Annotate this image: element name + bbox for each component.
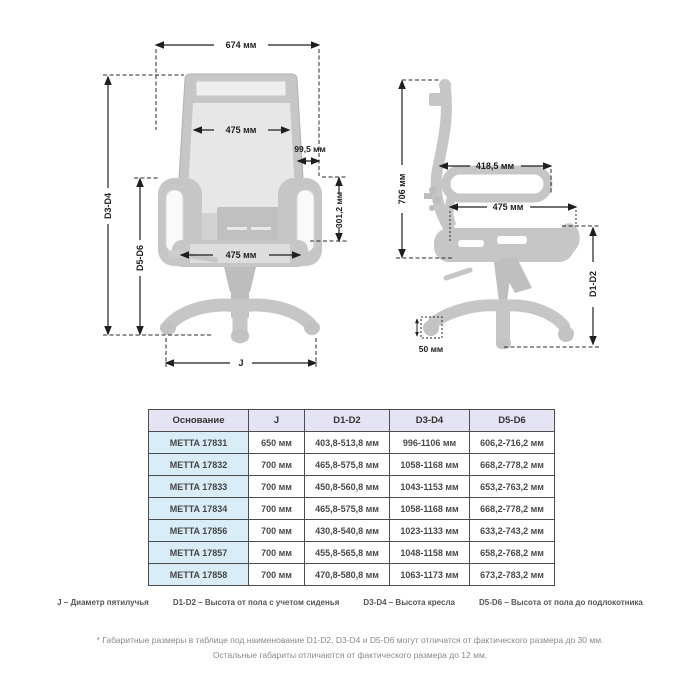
- value-cell: 658,2-768,2 мм: [470, 542, 555, 564]
- value-cell: 633,2-743,2 мм: [470, 520, 555, 542]
- value-cell: 700 мм: [249, 498, 305, 520]
- value-cell: 465,8-575,8 мм: [305, 454, 390, 476]
- value-cell: 653,2-763,2 мм: [470, 476, 555, 498]
- legend-item: D1-D2 – Высота от пола с учетом сиденья: [172, 598, 340, 607]
- table-row: [149, 564, 555, 586]
- dim-label-caster: 50 мм: [418, 344, 444, 354]
- value-cell: 1048-1158 мм: [390, 542, 470, 564]
- headrest-slot: [196, 81, 286, 96]
- value-cell: 1058-1168 мм: [390, 454, 470, 476]
- table-row: [149, 476, 555, 498]
- model-cell: METTA 17856: [149, 520, 249, 542]
- dim-label-seat-width: 475 мм: [225, 250, 257, 260]
- caster: [558, 326, 574, 342]
- value-cell: 1043-1153 мм: [390, 476, 470, 498]
- caster: [304, 321, 320, 335]
- model-cell: METTA 17831: [149, 432, 249, 454]
- value-cell: 700 мм: [249, 542, 305, 564]
- table-row: [149, 520, 555, 542]
- dim-label-674: 674 мм: [225, 40, 257, 50]
- dim-label-d5d6: D5-D6: [135, 244, 145, 272]
- legend-item: J – Диаметр пятилучья: [57, 598, 149, 607]
- value-cell: 700 мм: [249, 476, 305, 498]
- model-cell: METTA 17834: [149, 498, 249, 520]
- dim-label-seat-depth: 475 мм: [492, 202, 524, 212]
- value-cell: 450,8-560,8 мм: [305, 476, 390, 498]
- value-cell: 1023-1133 мм: [390, 520, 470, 542]
- legend-item: D5-D6 – Высота от пола до подлокотника: [478, 598, 643, 607]
- value-cell: 403,8-513,8 мм: [305, 432, 390, 454]
- footnote-line-1: * Габаритные размеры в таблице под наименование D1-D2, D3-D4 и D5-D6 могут отличатся от фактического размера до 30 мм.: [96, 635, 604, 645]
- value-cell: 1063-1173 мм: [390, 564, 470, 586]
- table-row: [149, 432, 555, 454]
- value-cell: 700 мм: [249, 520, 305, 542]
- value-cell: 700 мм: [249, 454, 305, 476]
- model-cell: METTA 17833: [149, 476, 249, 498]
- model-cell: METTA 17858: [149, 564, 249, 586]
- value-cell: 606,2-716,2 мм: [470, 432, 555, 454]
- value-cell: 668,2-778,2 мм: [470, 454, 555, 476]
- model-cell: METTA 17857: [149, 542, 249, 564]
- table-header-row: [149, 410, 555, 432]
- table-row: [149, 542, 555, 564]
- dim-label-d3d4: D3-D4: [103, 192, 113, 220]
- dim-label-d1d2: D1-D2: [588, 270, 598, 298]
- dim-label-armrest-height: 301,2 мм: [334, 191, 344, 229]
- value-cell: 455,8-565,8 мм: [305, 542, 390, 564]
- value-cell: 996-1106 мм: [390, 432, 470, 454]
- caster: [231, 330, 249, 342]
- dim-label-j: J: [238, 358, 244, 368]
- table-row: [149, 498, 555, 520]
- caster: [496, 338, 511, 349]
- side-view: [396, 79, 600, 354]
- chair-side-silhouette: [423, 79, 580, 349]
- column-header: J: [249, 410, 305, 432]
- headrest-bracket: [429, 93, 443, 106]
- value-cell: 430,8-540,8 мм: [305, 520, 390, 542]
- spec-table: [148, 409, 555, 586]
- spec-table-body: [149, 432, 555, 586]
- legend: [0, 598, 700, 607]
- caster: [160, 321, 176, 335]
- value-cell: 1058-1168 мм: [390, 498, 470, 520]
- footnote-line-2: Остальные габариты отличаются от фактического размера до 12 мм.: [212, 650, 488, 660]
- dim-label-armrest-width: 99,5 мм: [294, 144, 326, 154]
- dim-label-armrest-depth: 418,5 мм: [475, 161, 515, 171]
- value-cell: 673,2-783,2 мм: [470, 564, 555, 586]
- value-cell: 650 мм: [249, 432, 305, 454]
- value-cell: 470,8-580,8 мм: [305, 564, 390, 586]
- value-cell: 700 мм: [249, 564, 305, 586]
- front-view: [103, 40, 347, 368]
- armrest-side: [446, 170, 548, 198]
- column-header: Основание: [149, 410, 249, 432]
- column-header: D3-D4: [390, 410, 470, 432]
- value-cell: 465,8-575,8 мм: [305, 498, 390, 520]
- model-cell: METTA 17832: [149, 454, 249, 476]
- dim-label-back-width: 475 мм: [225, 125, 257, 135]
- legend-item: D3-D4 – Высота кресла: [363, 598, 455, 607]
- column-header: D1-D2: [305, 410, 390, 432]
- footnote: [0, 633, 700, 663]
- caster: [423, 320, 439, 336]
- chair-front-silhouette: [158, 74, 322, 342]
- adjust-lever: [168, 250, 184, 258]
- table-row: [149, 454, 555, 476]
- column-header: D5-D6: [470, 410, 555, 432]
- dim-label-706: 706 мм: [397, 173, 407, 205]
- value-cell: 668,2-778,2 мм: [470, 498, 555, 520]
